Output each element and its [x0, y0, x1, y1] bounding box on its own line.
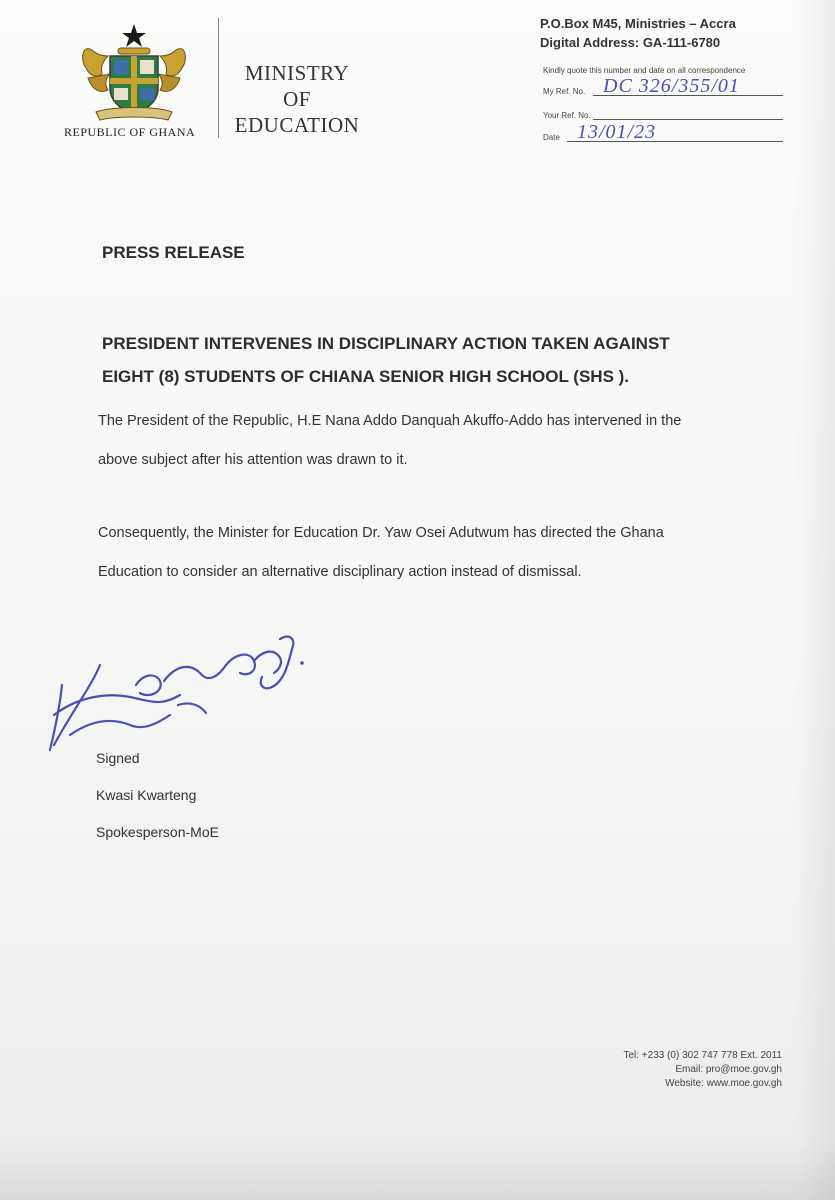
my-ref-value: DC 326/355/01	[603, 75, 740, 97]
your-ref-label: Your Ref. No.	[543, 111, 591, 120]
date-label: Date	[543, 133, 560, 142]
ghana-coat-of-arms-icon	[78, 20, 190, 124]
my-ref-row	[543, 75, 783, 98]
your-ref-row	[543, 106, 783, 122]
contact-block	[560, 1049, 782, 1091]
press-release-heading: PRESS RELEASE	[102, 243, 245, 262]
paragraph-1-line-1: The President of the Republic, H.E Nana Addo Danquah Akuffo-Addo has intervened in the	[98, 413, 682, 429]
address-line-2: Digital Address: GA-111-6780	[540, 35, 721, 50]
quote-note: Kindly quote this number and date on all correspondence	[543, 66, 746, 75]
signatory-name: Kwasi Kwarteng	[96, 787, 197, 803]
ministry-line-1: MINISTRY	[244, 61, 350, 85]
headline	[102, 327, 782, 393]
ministry-line-2: OF	[283, 87, 311, 111]
letterhead-divider	[218, 18, 219, 138]
my-ref-label: My Ref. No.	[543, 87, 586, 96]
page-shadow-bottom	[0, 1140, 835, 1200]
ministry-line-3: EDUCATION	[234, 113, 360, 137]
date-value: 13/01/23	[577, 121, 657, 143]
ministry-name	[222, 60, 372, 138]
page-shadow	[795, 0, 835, 1200]
signoff-block	[96, 740, 346, 851]
paragraph-2-line-2: Education to consider an alternative disciplinary action instead of dismissal.	[98, 564, 582, 580]
your-ref-line	[593, 119, 783, 120]
contact-email: Email: pro@moe.gov.gh	[675, 1064, 782, 1075]
paragraph-2-line-1: Consequently, the Minister for Education Dr. Yaw Osei Adutwum has directed the Ghana	[98, 525, 664, 541]
contact-website: Website: www.moe.gov.gh	[665, 1078, 782, 1089]
postal-address	[540, 14, 780, 52]
address-line-1: P.O.Box M45, Ministries – Accra	[540, 16, 736, 31]
date-row	[543, 121, 783, 144]
paragraph-1	[98, 402, 788, 480]
headline-line-2: EIGHT (8) STUDENTS OF CHIANA SENIOR HIGH SCHOOL (SHS ).	[102, 367, 630, 386]
signed-label: Signed	[96, 750, 140, 766]
headline-line-1: PRESIDENT INTERVENES IN DISCIPLINARY ACTION TAKEN AGAINST	[102, 334, 670, 353]
paragraph-2	[98, 514, 788, 592]
republic-of-ghana-label: REPUBLIC OF GHANA	[64, 125, 196, 139]
contact-tel: Tel: +233 (0) 302 747 778 Ext. 2011	[623, 1050, 782, 1061]
signatory-title: Spokesperson-MoE	[96, 824, 219, 840]
paragraph-1-line-2: above subject after his attention was drawn to it.	[98, 452, 408, 468]
